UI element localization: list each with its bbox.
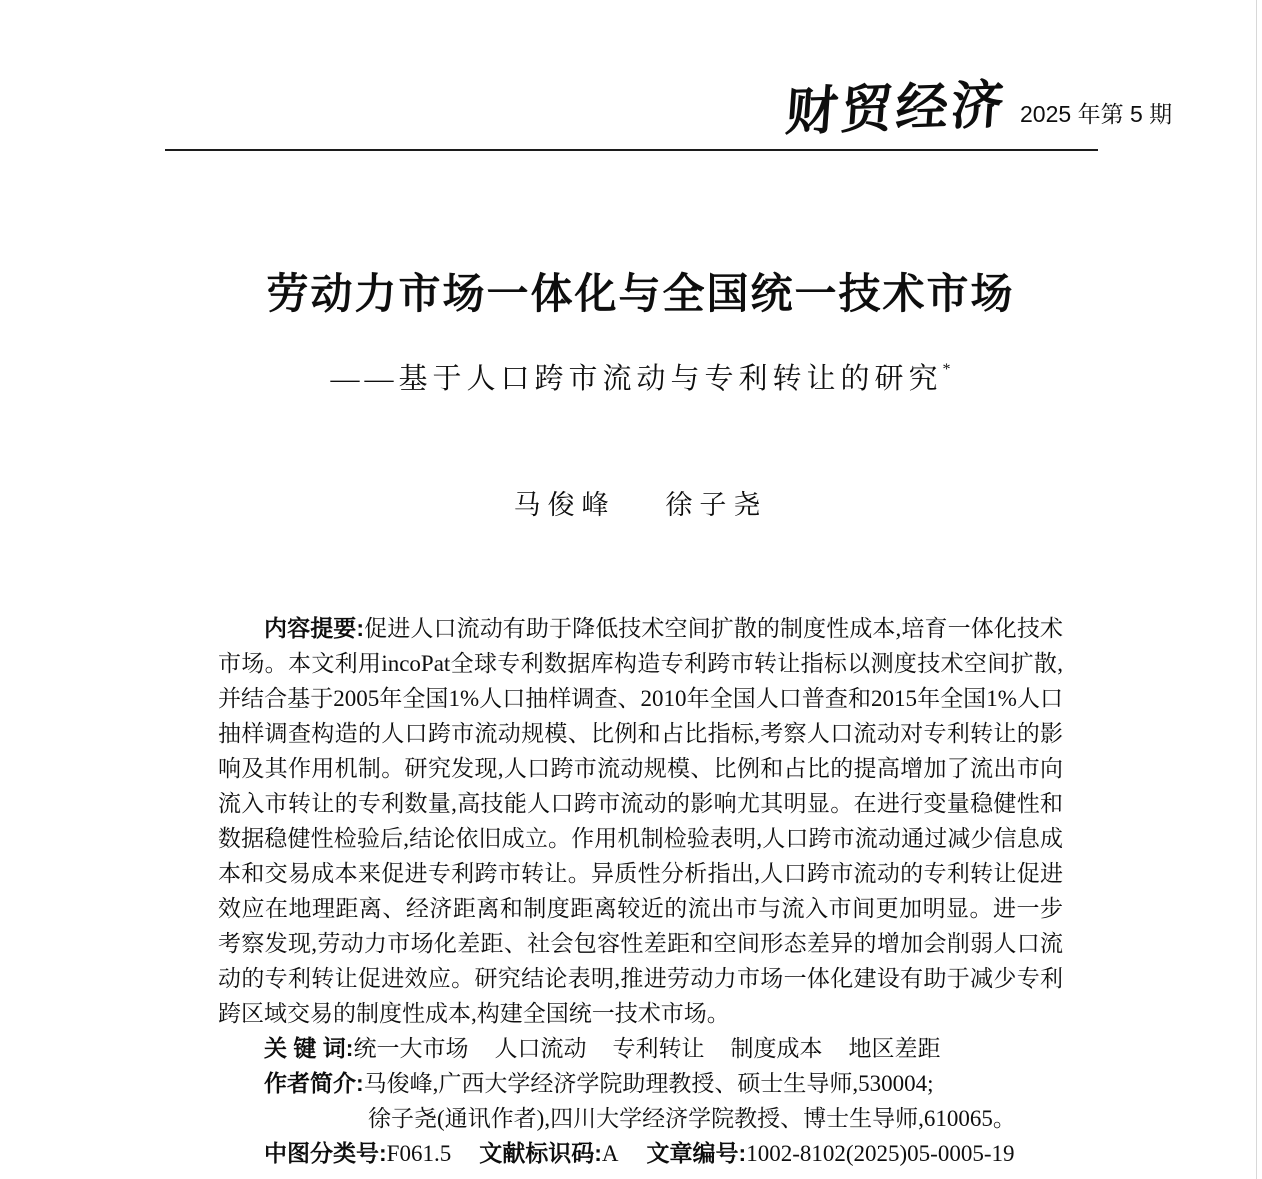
- keyword-item: 统一大市场: [353, 1036, 469, 1061]
- author-bio-text-1: 马俊峰,广西大学经济学院助理教授、硕士生导师,530004;: [363, 1071, 934, 1096]
- keywords-label: 关 键 词:: [264, 1035, 354, 1061]
- clc-label: 中图分类号:: [264, 1140, 387, 1166]
- scanned-page-edge: [1256, 0, 1257, 1179]
- classification-line: [218, 1136, 1063, 1171]
- doc-code-segment: [479, 1141, 618, 1166]
- journal-logo-calligraphy: 财贸经济: [783, 74, 1009, 143]
- keyword-item: 专利转让: [612, 1036, 705, 1061]
- authors-line: [218, 483, 1063, 522]
- keyword-item: 地区差距: [848, 1036, 941, 1061]
- article-id-label: 文章编号:: [646, 1140, 747, 1166]
- article-title: 劳动力市场一体化与全国统一技术市场: [266, 270, 1015, 317]
- abstract-text: 促进人口流动有助于降低技术空间扩散的制度性成本,培育一体化技术市场。本文利用incoPat全球专利数据库构造专利跨市转让指标以测度技术空间扩散,并结合基于2005年全国1%人口抽样调查、2010年全国人口普查和2015年全国1%人口抽样调查构造的人口跨市流动规模、比例和占比指标,考察人口流动对专利转让的影响及其作用机制。研究发现,人口跨市流动规模、比例和占比的提高增加了流出市向流入市转让的专利数量,高技能人口跨市流动的影响尤其明显。在进行变量稳健性和数据稳健性检验后,结论依旧成立。作用机制检验表明,人口跨市流动通过减少信息成本和交易成本来促进专利跨市转让。异质性分析指出,人口跨市流动的专利转让促进效应在地理距离、经济距离和制度距离较近的流出市与流入市间更加明显。进一步考察发现,劳动力市场化差距、社会包容性差距和空间形态差异的增加会削弱人口流动的专利转让促进效应。研究结论表明,推进劳动力市场一体化建设有助于减少专利跨区域交易的制度性成本,构建全国统一技术市场。: [218, 616, 1063, 1026]
- clc-value: F061.5: [386, 1141, 452, 1166]
- header-divider-rule: [165, 149, 1098, 151]
- subtitle-footnote-mark: *: [942, 361, 951, 378]
- author-name-2: 徐子尧: [665, 490, 768, 520]
- author-bio-line-2: 徐子尧(通讯作者),四川大学经济学院教授、博士生导师,610065。: [368, 1106, 1016, 1131]
- author-name-1: 马俊峰: [513, 490, 616, 520]
- front-matter: [218, 611, 1063, 1171]
- author-bio-line-1: [218, 1066, 1063, 1101]
- keyword-item: 人口流动: [494, 1036, 587, 1061]
- doc-code-label: 文献标识码:: [479, 1140, 602, 1166]
- keywords-line: [218, 1031, 1063, 1066]
- journal-header: [783, 74, 1173, 143]
- doc-code-value: A: [601, 1141, 619, 1166]
- article-subtitle-text: ——基于人口跨市流动与专利转让的研究: [330, 363, 943, 395]
- article-subtitle: [218, 356, 1063, 397]
- keyword-item: 制度成本: [730, 1036, 823, 1061]
- journal-issue-label: 2025 年第 5 期: [1020, 101, 1173, 127]
- article-id-value: 1002-8102(2025)05-0005-19: [746, 1141, 1015, 1166]
- article-id-segment: [647, 1141, 1015, 1166]
- abstract-paragraph: [218, 611, 1063, 1031]
- clc-segment: [264, 1141, 451, 1166]
- author-bio-label: 作者简介:: [264, 1070, 364, 1096]
- abstract-label: 内容提要:: [264, 615, 365, 641]
